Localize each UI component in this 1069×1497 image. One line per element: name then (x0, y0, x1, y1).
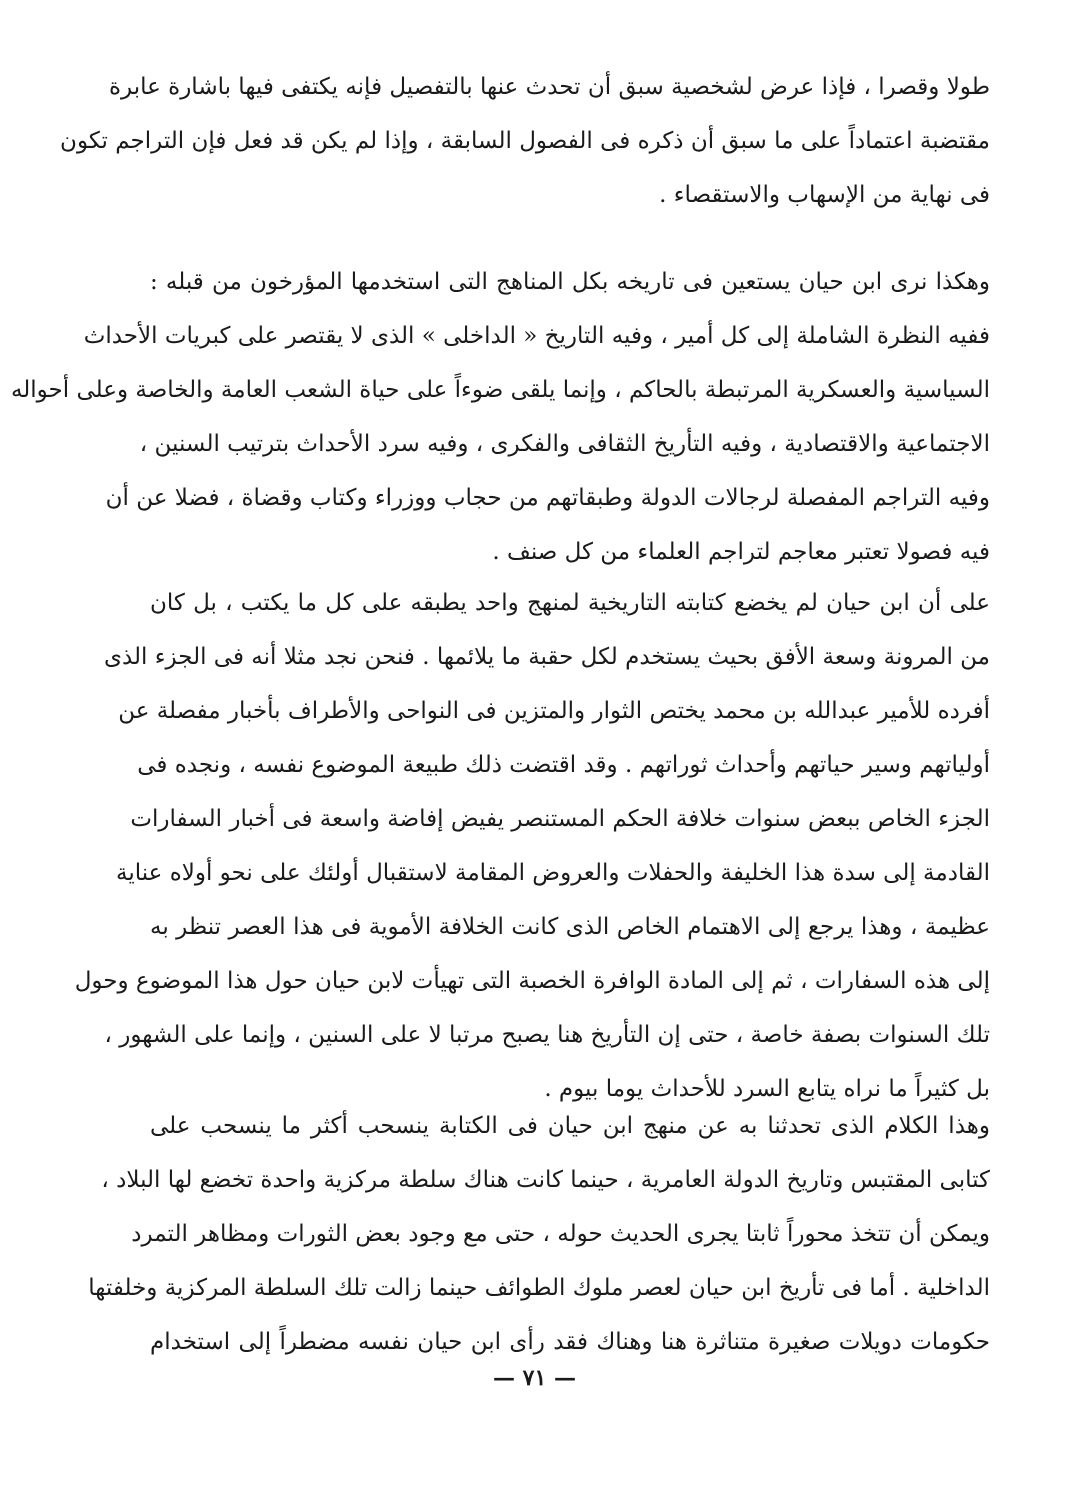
text-line: الجزء الخاص ببعض سنوات خلافة الحكم المستنصر يفيض إفاضة واسعة فى أخبار السفارات (130, 806, 990, 832)
paragraph-1 (60, 60, 990, 222)
text-line: وفيه التراجم المفصلة لرجالات الدولة وطبقاتهم من حجاب ووزراء وكتاب وقضاة ، فضلا عن أن (105, 485, 990, 511)
text-line: أفرده للأمير عبدالله بن محمد يختص الثوار والمتزين فى النواحى والأطراف بأخبار مفصلة عن (118, 698, 990, 724)
text-line: بل كثيراً ما نراه يتابع السرد للأحداث يوما بيوم . (544, 1076, 990, 1102)
text-line: وهكذا نرى ابن حيان يستعين فى تاريخه بكل المناهج التى استخدمها المؤرخون من قبله : (150, 269, 990, 295)
text-line: أولياتهم وسير حياتهم وأحداث ثوراتهم . وقد اقتضت ذلك طبيعة الموضوع نفسه ، ونجده فى (137, 752, 990, 778)
page-number: — ٧١ — (493, 1365, 576, 1391)
text-line: ويمكن أن تتخذ محوراً ثابتا يجرى الحديث حوله ، حتى مع وجود بعض الثورات ومظاهر التمرد (131, 1221, 990, 1247)
text-line: عظيمة ، وهذا يرجع إلى الاهتمام الخاص الذى كانت الخلافة الأموية فى هذا العصر تنظر به (150, 914, 990, 940)
text-line: مقتضبة اعتماداً على ما سبق أن ذكره فى الفصول السابقة ، وإذا لم يكن قد فعل فإن التراجم تكون (60, 128, 990, 154)
text-line: ففيه النظرة الشاملة إلى كل أمير ، وفيه التاريخ « الداخلى » الذى لا يقتصر على كبريات الأحداث (83, 323, 990, 349)
text-line: كتابى المقتبس وتاريخ الدولة العامرية ، حينما كانت هناك سلطة مركزية واحدة تخضع لها البلاد ، (101, 1167, 990, 1193)
text-line: طولا وقصرا ، فإذا عرض لشخصية سبق أن تحدث عنها بالتفصيل فإنه يكتفى فيها باشارة عابرة (108, 74, 990, 100)
text-line: وهذا الكلام الذى تحدثنا به عن منهج ابن حيان فى الكتابة ينسحب أكثر ما ينسحب على (150, 1113, 990, 1139)
text-line: حكومات دويلات صغيرة متناثرة هنا وهناك فقد رأى ابن حيان نفسه مضطراً إلى استخدام (150, 1329, 990, 1355)
text-line: إلى هذه السفارات ، ثم إلى المادة الوافرة الخصبة التى تهيأت لابن حيان حول هذا الموضوع وحول (74, 968, 990, 994)
paragraph-2 (10, 255, 990, 579)
paragraph-4 (88, 1099, 990, 1369)
paragraph-3 (74, 576, 990, 1116)
text-line: الداخلية . أما فى تأريخ ابن حيان لعصر ملوك الطوائف حينما زالت تلك السلطة المركزية وخلفتها (88, 1275, 990, 1301)
text-line: تلك السنوات بصفة خاصة ، حتى إن التأريخ هنا يصبح مرتبا لا على السنين ، وإنما على الشهور ، (104, 1022, 990, 1048)
text-line: القادمة إلى سدة هذا الخليفة والحفلات والعروض المقامة لاستقبال أولئك على نحو أولاه عناية (115, 860, 990, 886)
text-line: الاجتماعية والاقتصادية ، وفيه التأريخ الثقافى والفكرى ، وفيه سرد الأحداث بترتيب السنين ، (139, 431, 990, 457)
text-line: فيه فصولا تعتبر معاجم لتراجم العلماء من كل صنف . (492, 539, 990, 565)
text-line: من المرونة وسعة الأفق بحيث يستخدم لكل حقبة ما يلائمها . فنحن نجد مثلا أنه فى الجزء الذى (103, 644, 990, 670)
text-line: فى نهاية من الإسهاب والاستقصاء . (659, 182, 990, 208)
text-line: السياسية والعسكرية المرتبطة بالحاكم ، وإنما يلقى ضوءاً على حياة الشعب العامة والخاصة وعلى أحواله (10, 377, 990, 403)
text-line: على أن ابن حيان لم يخضع كتابته التاريخية لمنهج واحد يطبقه على كل ما يكتب ، بل كان (150, 590, 990, 616)
